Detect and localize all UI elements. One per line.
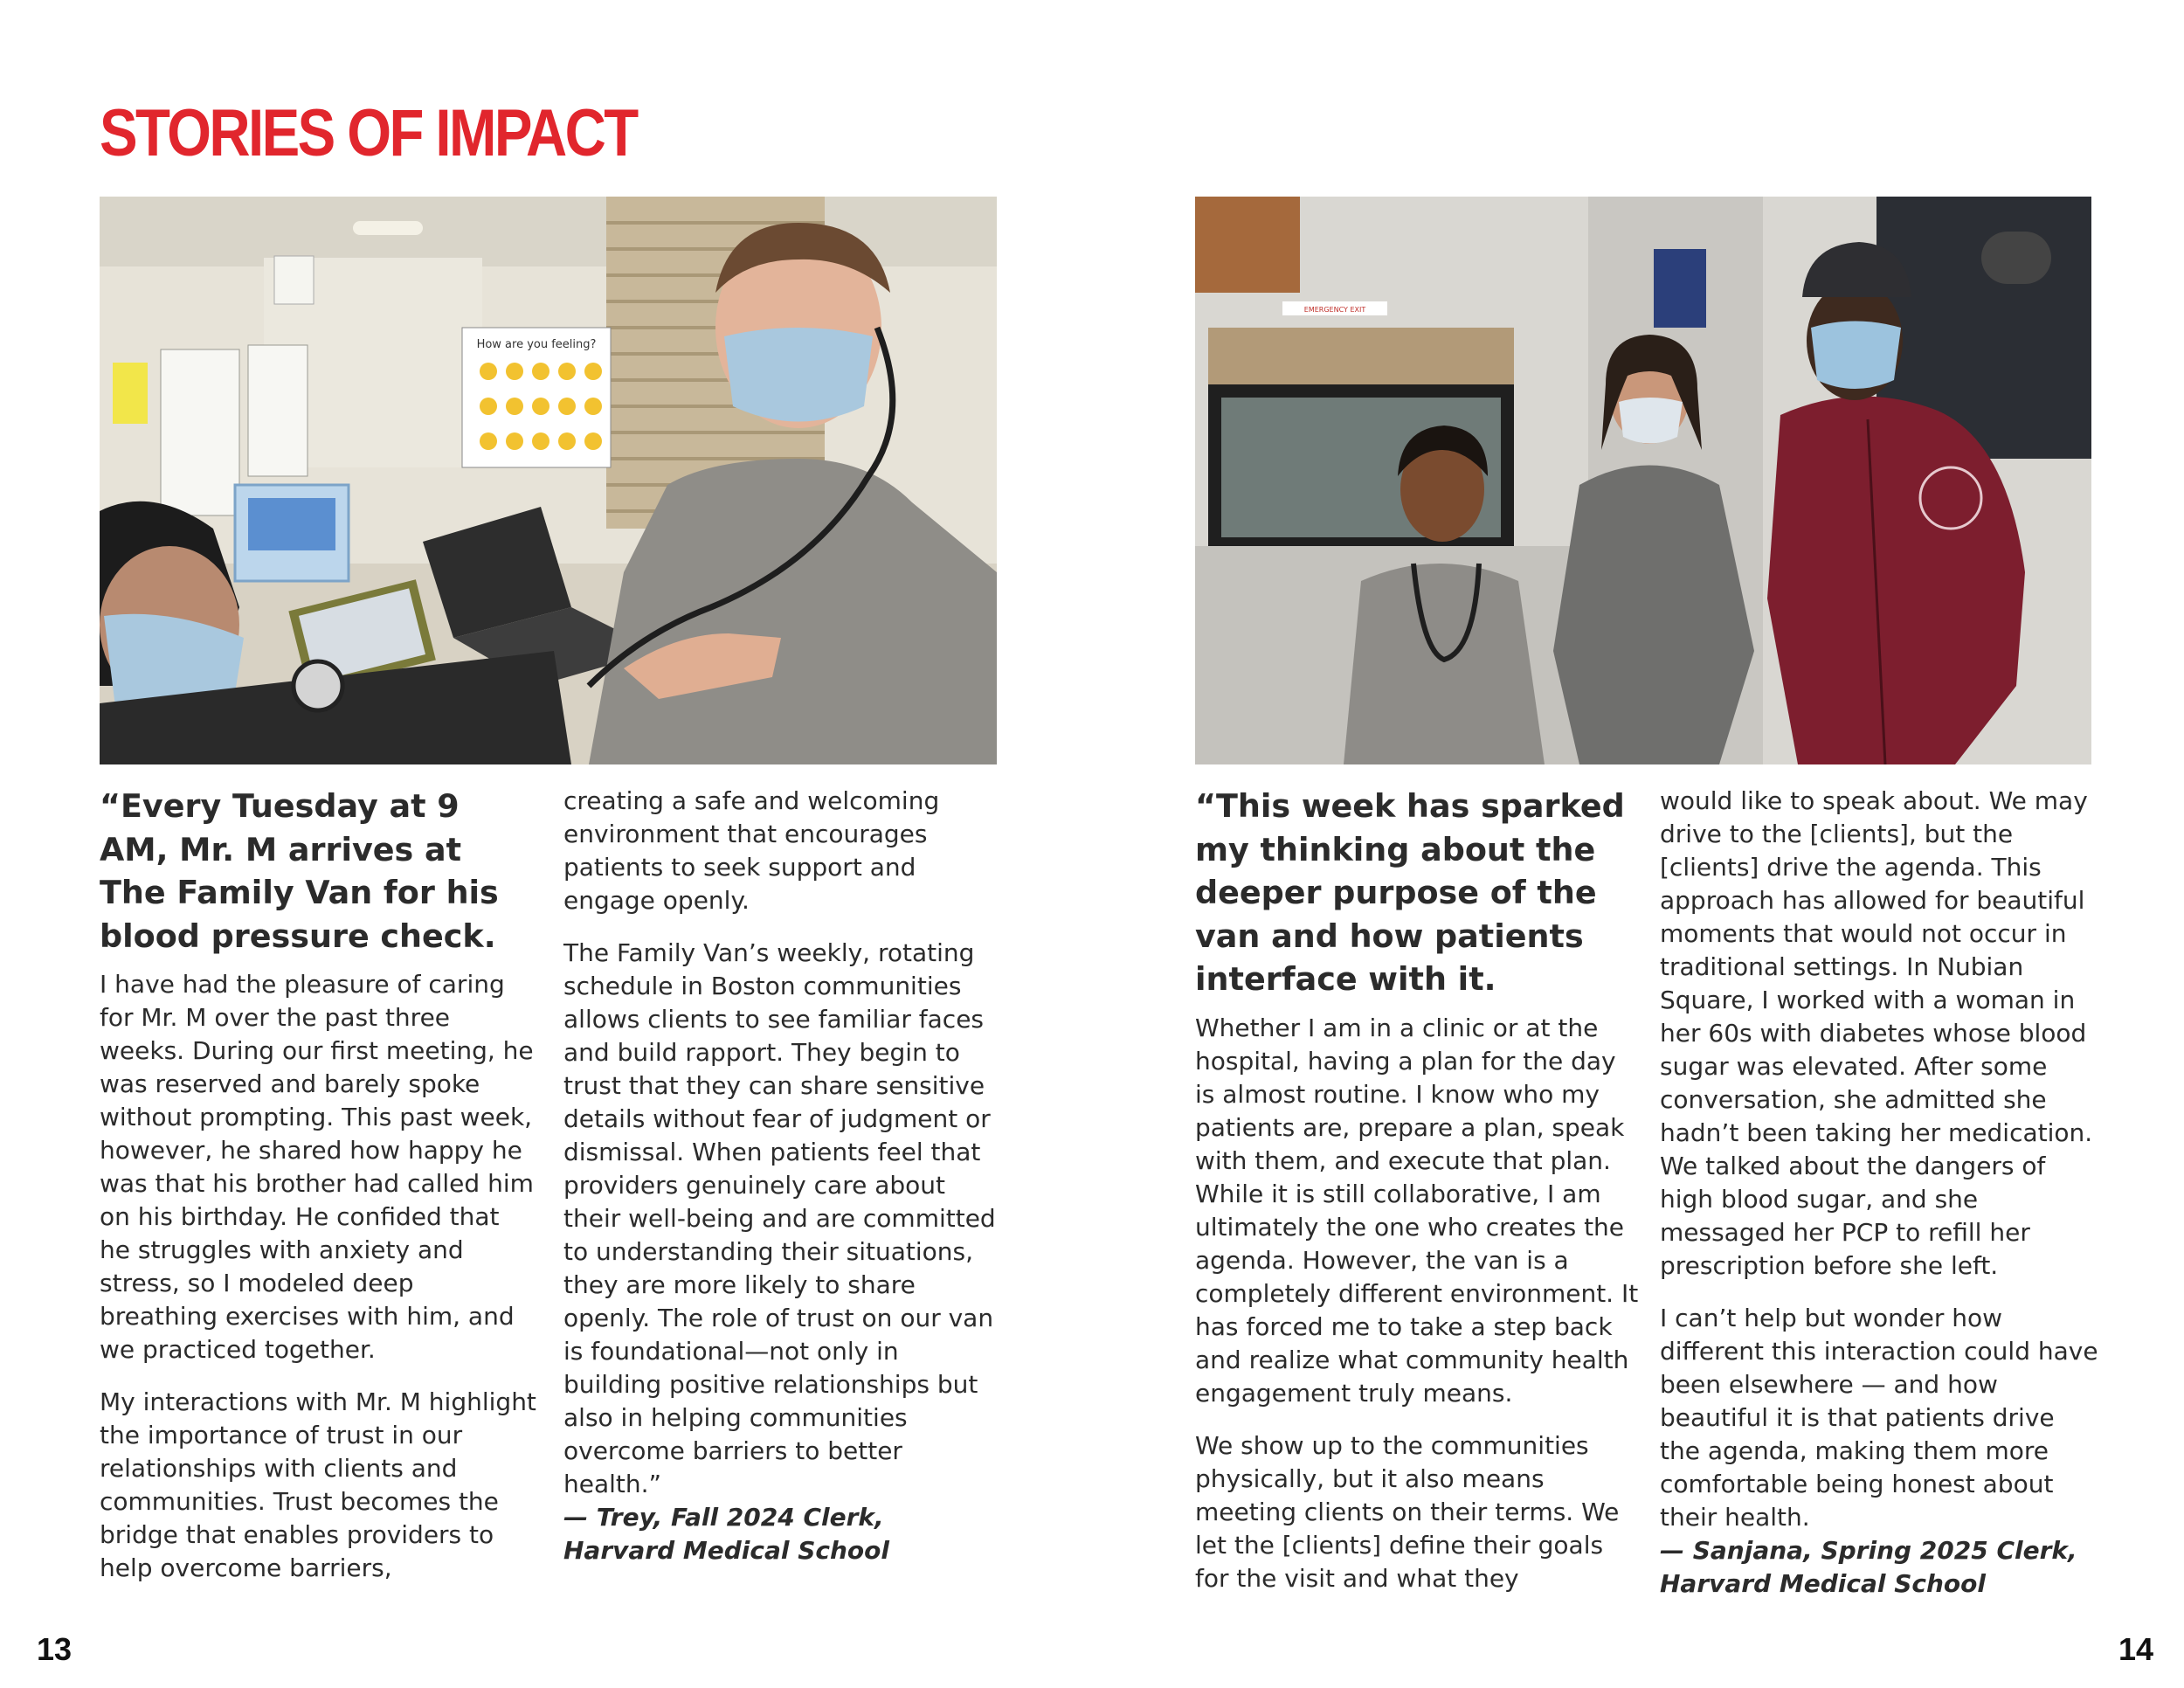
- story-left-paragraph-1: I have had the pleasure of caring for Mr. M over the past three weeks. During our first meeting, he was reserved and barely spoke without prompting. This past week, however, he shared how happy he was that his brother had called him on his birthday. He confided that he struggles with anxiety and stress, so I modeled deep breathing exercises with him, and we practiced together.: [100, 970, 534, 1364]
- exit-sign-text: EMERGENCY EXIT: [1303, 306, 1366, 314]
- story-left-lead-quote: “Every Tuesday at 9 AM, Mr. M arrives at The Family Van for his blood pressure check.: [100, 787, 499, 955]
- poster-text: How are you feeling?: [476, 338, 597, 351]
- page-number-right: 14: [2118, 1631, 2154, 1667]
- story-left-paragraph-3: creating a safe and welcoming environment that encourages patients to seek support and engage openly.: [563, 786, 940, 915]
- story-right-lead-quote: “This week has sparked my thinking about the deeper purpose of the van and how patients interface with it.: [1195, 787, 1625, 998]
- story-left-attribution: — Trey, Fall 2024 Clerk, Harvard Medical School: [563, 1503, 889, 1565]
- story-right-attribution: — Sanjana, Spring 2025 Clerk, Harvard Medical School: [1660, 1536, 2077, 1598]
- story-left-column-1: [100, 785, 536, 1604]
- photo-blood-pressure-check: [100, 197, 997, 764]
- story-left-paragraph-4: The Family Van’s weekly, rotating schedule in Boston communities allows clients to see familiar faces and build rapport. They begin to trust that they can share sensitive details without fear of judgment or dismissal. When patients feel that providers genuinely care about their well-being and are committed to understanding their situations, they are more likely to share openly. The role of trust on our van is foundational—not only in building positive relationships but also in helping communities overcome barriers to better health.”: [563, 938, 996, 1498]
- story-right-paragraph-4: I can’t help but wonder how different this interaction could have been elsewhere — and how beautiful it is that patients drive the agenda, making them more comfortable being honest about their health.: [1660, 1304, 2098, 1532]
- story-right-paragraph-3: would like to speak about. We may drive to the [clients], but the [clients] drive the agenda. This approach has allowed for beautiful moments that would not occur in traditional settings. In Nubian Square, I worked with a woman in her 60s with diabetes whose blood sugar was elevated. After some conversation, she admitted she hadn’t been taking her medication. We talked about the dangers of high blood sugar, and she messaged her PCP to refill her prescription before she left.: [1660, 786, 2093, 1280]
- photo-team-in-van: [1195, 197, 2091, 764]
- story-left-paragraph-2: My interactions with Mr. M highlight the importance of trust in our relationships with clients and communities. Trust becomes the bridge that enables providers to help overcome barriers,: [100, 1387, 536, 1582]
- page-number-left: 13: [37, 1631, 73, 1667]
- story-right-paragraph-1: Whether I am in a clinic or at the hospital, having a plan for the day is almost routine. I know who my patients are, prepare a plan, speak with them, and execute that plan. While it is still collaborative, I am ultimately the one who creates the agenda. However, the van is a completely different environment. It has forced me to take a step back and realize what community health engagement truly means.: [1195, 1013, 1639, 1408]
- story-left-column-2: [563, 785, 1000, 1567]
- story-right-paragraph-2: We show up to the communities physically, but it also means meeting clients on their terms. We let the [clients] define their goals for the visit and what they: [1195, 1430, 1620, 1593]
- story-right-column-2: [1660, 785, 2101, 1601]
- story-right-column-1: [1195, 785, 1641, 1615]
- page-title: STORIES OF IMPACT: [100, 96, 637, 170]
